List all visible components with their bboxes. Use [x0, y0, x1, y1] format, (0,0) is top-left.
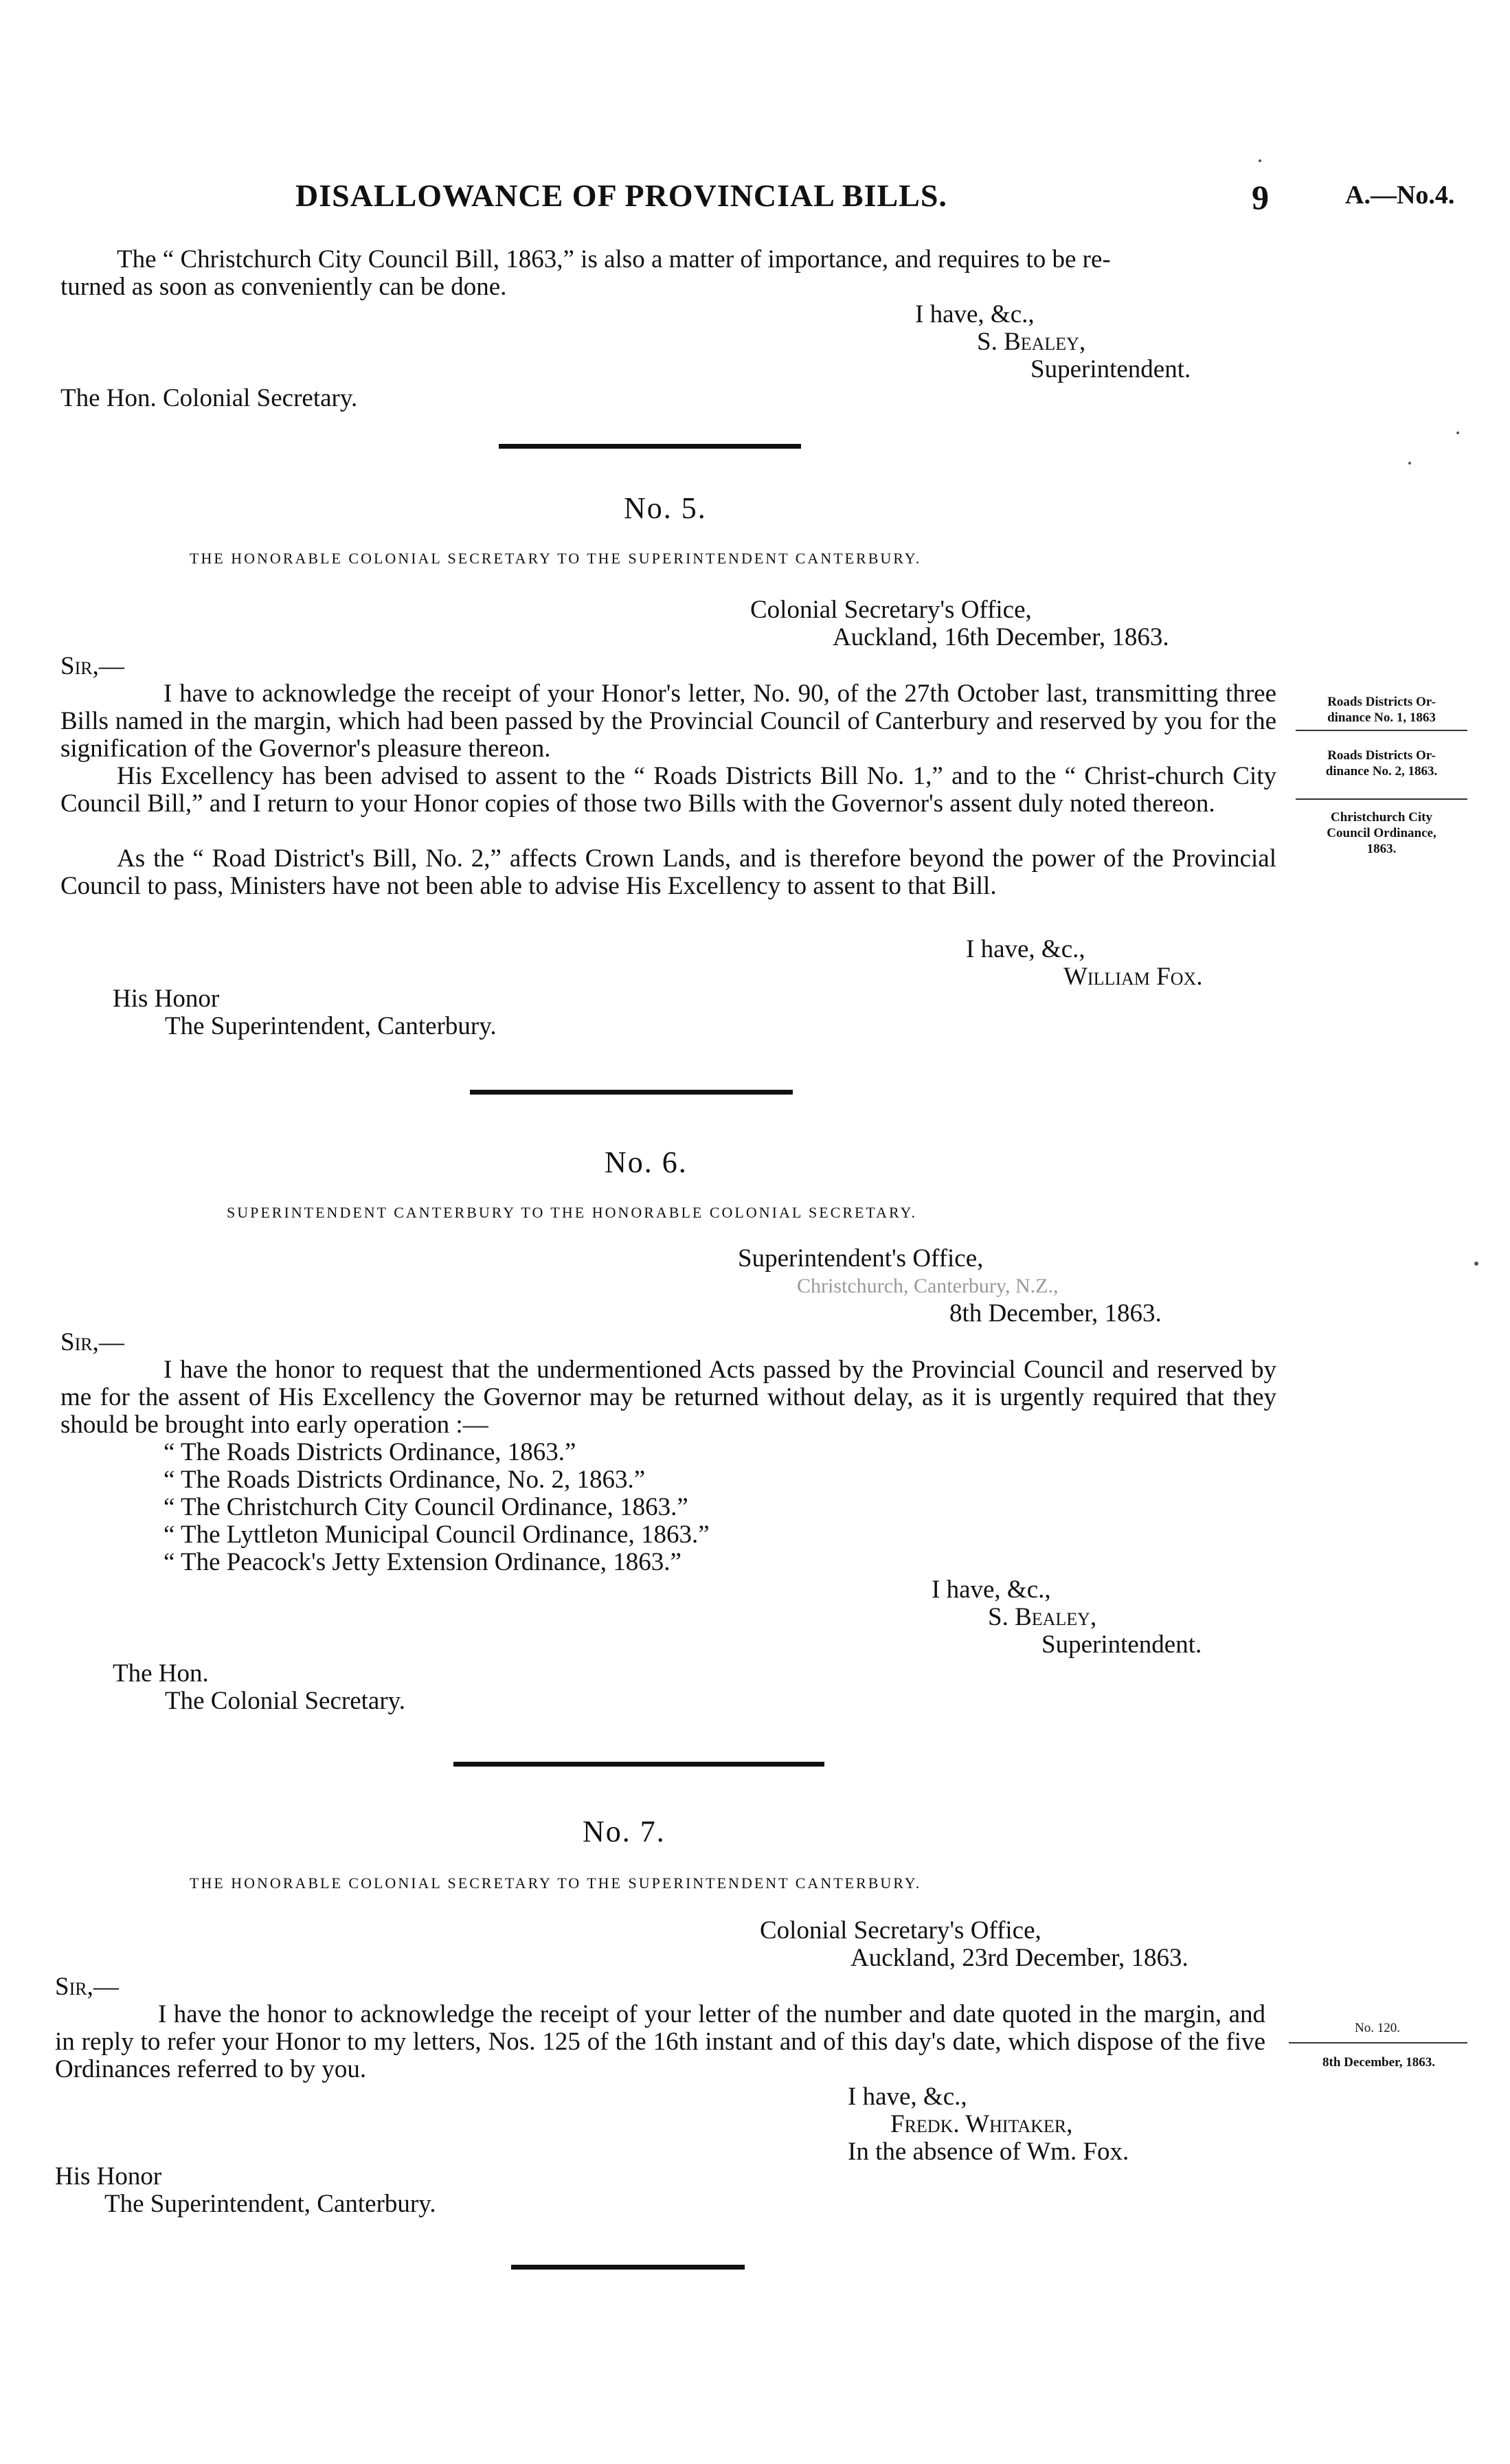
continuation-line-1: The “ Christchurch City Council Bill, 1863,” is also a matter of importance, and requires to be re-: [117, 245, 1111, 273]
margin-divider: [1289, 2042, 1467, 2043]
letter-caption: THE HONORABLE COLONIAL SECRETARY TO THE SUPERINTENDENT CANTERBURY.: [190, 550, 922, 567]
section-divider: [453, 1762, 824, 1767]
speck: [1259, 159, 1261, 162]
letter-caption: THE HONORABLE COLONIAL SECRETARY TO THE SUPERINTENDENT CANTERBURY.: [190, 1874, 922, 1892]
margin-note: Christchurch City Council Ordinance, 1863.: [1327, 810, 1436, 856]
act-item: “ The Roads Districts Ordinance, No. 2, 1863.”: [164, 1466, 646, 1494]
office-line: Colonial Secretary's Office,: [750, 596, 1032, 624]
paragraph: I have to acknowledge the receipt of your Honor's letter, No. 90, of the 27th October last, transmitting three Bills named in the margin, which had been passed by the Provincial Council of Canterbury and reserved by you for the signification of the Governor's pleasure thereon.: [60, 680, 1276, 763]
signer-title: Superintendent.: [1041, 1631, 1202, 1659]
addressee: The Hon.: [113, 1659, 209, 1688]
salutation: Sir,—: [55, 1973, 119, 2001]
paragraph: I have the honor to request that the undermentioned Acts passed by the Provincial Council and reserved by me for the assent of His Excellency the Governor may be returned without delay, as it is urgently required that they should be brought into early operation :—: [60, 1356, 1276, 1439]
office-line: Colonial Secretary's Office,: [760, 1916, 1041, 1945]
letter-number: No. 6.: [605, 1145, 688, 1179]
addressee: The Hon. Colonial Secretary.: [60, 384, 358, 412]
section-divider: [511, 2265, 745, 2270]
margin-note: Roads Districts Or- dinance No. 1, 1863: [1327, 695, 1436, 725]
signer-name: S. Bealey,: [977, 328, 1086, 356]
page-title: DISALLOWANCE OF PROVINCIAL BILLS.: [295, 178, 947, 213]
date-line: 8th December, 1863.: [949, 1299, 1162, 1328]
addressee: The Colonial Secretary.: [165, 1687, 406, 1715]
closing: I have, &c.,: [932, 1576, 1051, 1604]
signer-name: William Fox.: [1063, 963, 1203, 991]
signer-note: In the absence of Wm. Fox.: [848, 2138, 1129, 2166]
signer-title: Superintendent.: [1030, 355, 1191, 383]
margin-note: 8th December, 1863.: [1322, 2055, 1435, 2070]
act-item: “ The Lyttleton Municipal Council Ordinance, 1863.”: [164, 1521, 710, 1549]
paragraph: His Excellency has been advised to assent to the “ Roads Districts Bill No. 1,” and to the “ Christ-church City Council Bill,” and I return to your Honor copies of those two Bills with the Governor's assent duly noted thereon.: [60, 762, 1276, 818]
addressee: The Superintendent, Canterbury.: [165, 1012, 497, 1040]
section-divider: [470, 1090, 793, 1095]
addressee: His Honor: [55, 2162, 162, 2191]
closing: I have, &c.,: [915, 300, 1035, 328]
letter-number: No. 7.: [583, 1815, 666, 1848]
letter-number: No. 5.: [624, 491, 707, 525]
paragraph: I have the honor to acknowledge the receipt of your letter of the number and date quoted in the margin, and in reply to refer your Honor to my letters, Nos. 125 of the 16th instant and of this day's date, which dispose of the five Ordinances referred to by you.: [55, 2000, 1265, 2083]
closing: I have, &c.,: [848, 2083, 967, 2111]
office-line: Superintendent's Office,: [738, 1244, 984, 1273]
signer-name: Fredk. Whitaker,: [890, 2110, 1073, 2138]
addressee: The Superintendent, Canterbury.: [104, 2190, 436, 2218]
page-number: 9: [1252, 178, 1270, 216]
salutation: Sir,—: [60, 1328, 124, 1356]
closing: I have, &c.,: [966, 935, 1085, 963]
continuation-line-2: turned as soon as conveniently can be done.: [60, 273, 507, 301]
act-item: “ The Peacock's Jetty Extension Ordinance, 1863.”: [164, 1548, 681, 1576]
place-line: Christchurch, Canterbury, N.Z.,: [797, 1275, 1059, 1297]
signer-name: S. Bealey,: [988, 1603, 1097, 1631]
section-divider: [499, 444, 801, 449]
paper-reference: A.—No.4.: [1345, 181, 1455, 210]
margin-divider: [1296, 798, 1467, 800]
place-date: Auckland, 16th December, 1863.: [833, 623, 1169, 651]
speck: [1408, 462, 1411, 464]
act-item: “ The Christchurch City Council Ordinance, 1863.”: [164, 1493, 688, 1521]
paragraph: As the “ Road District's Bill, No. 2,” affects Crown Lands, and is therefore beyond the power of the Provincial Council to pass, Ministers have not been able to advise His Excellency to assent to that Bill.: [60, 844, 1276, 900]
salutation: Sir,—: [60, 652, 124, 680]
margin-note: Roads Districts Or- dinance No. 2, 1863.: [1325, 748, 1438, 779]
place-date: Auckland, 23rd December, 1863.: [850, 1944, 1188, 1972]
letter-caption: SUPERINTENDENT CANTERBURY TO THE HONORABLE COLONIAL SECRETARY.: [227, 1204, 918, 1221]
margin-note: No. 120.: [1355, 2021, 1400, 2035]
speck: [1474, 1262, 1478, 1266]
addressee: His Honor: [113, 985, 220, 1013]
margin-divider: [1296, 730, 1467, 731]
act-item: “ The Roads Districts Ordinance, 1863.”: [164, 1438, 576, 1466]
speck: [1456, 432, 1459, 434]
